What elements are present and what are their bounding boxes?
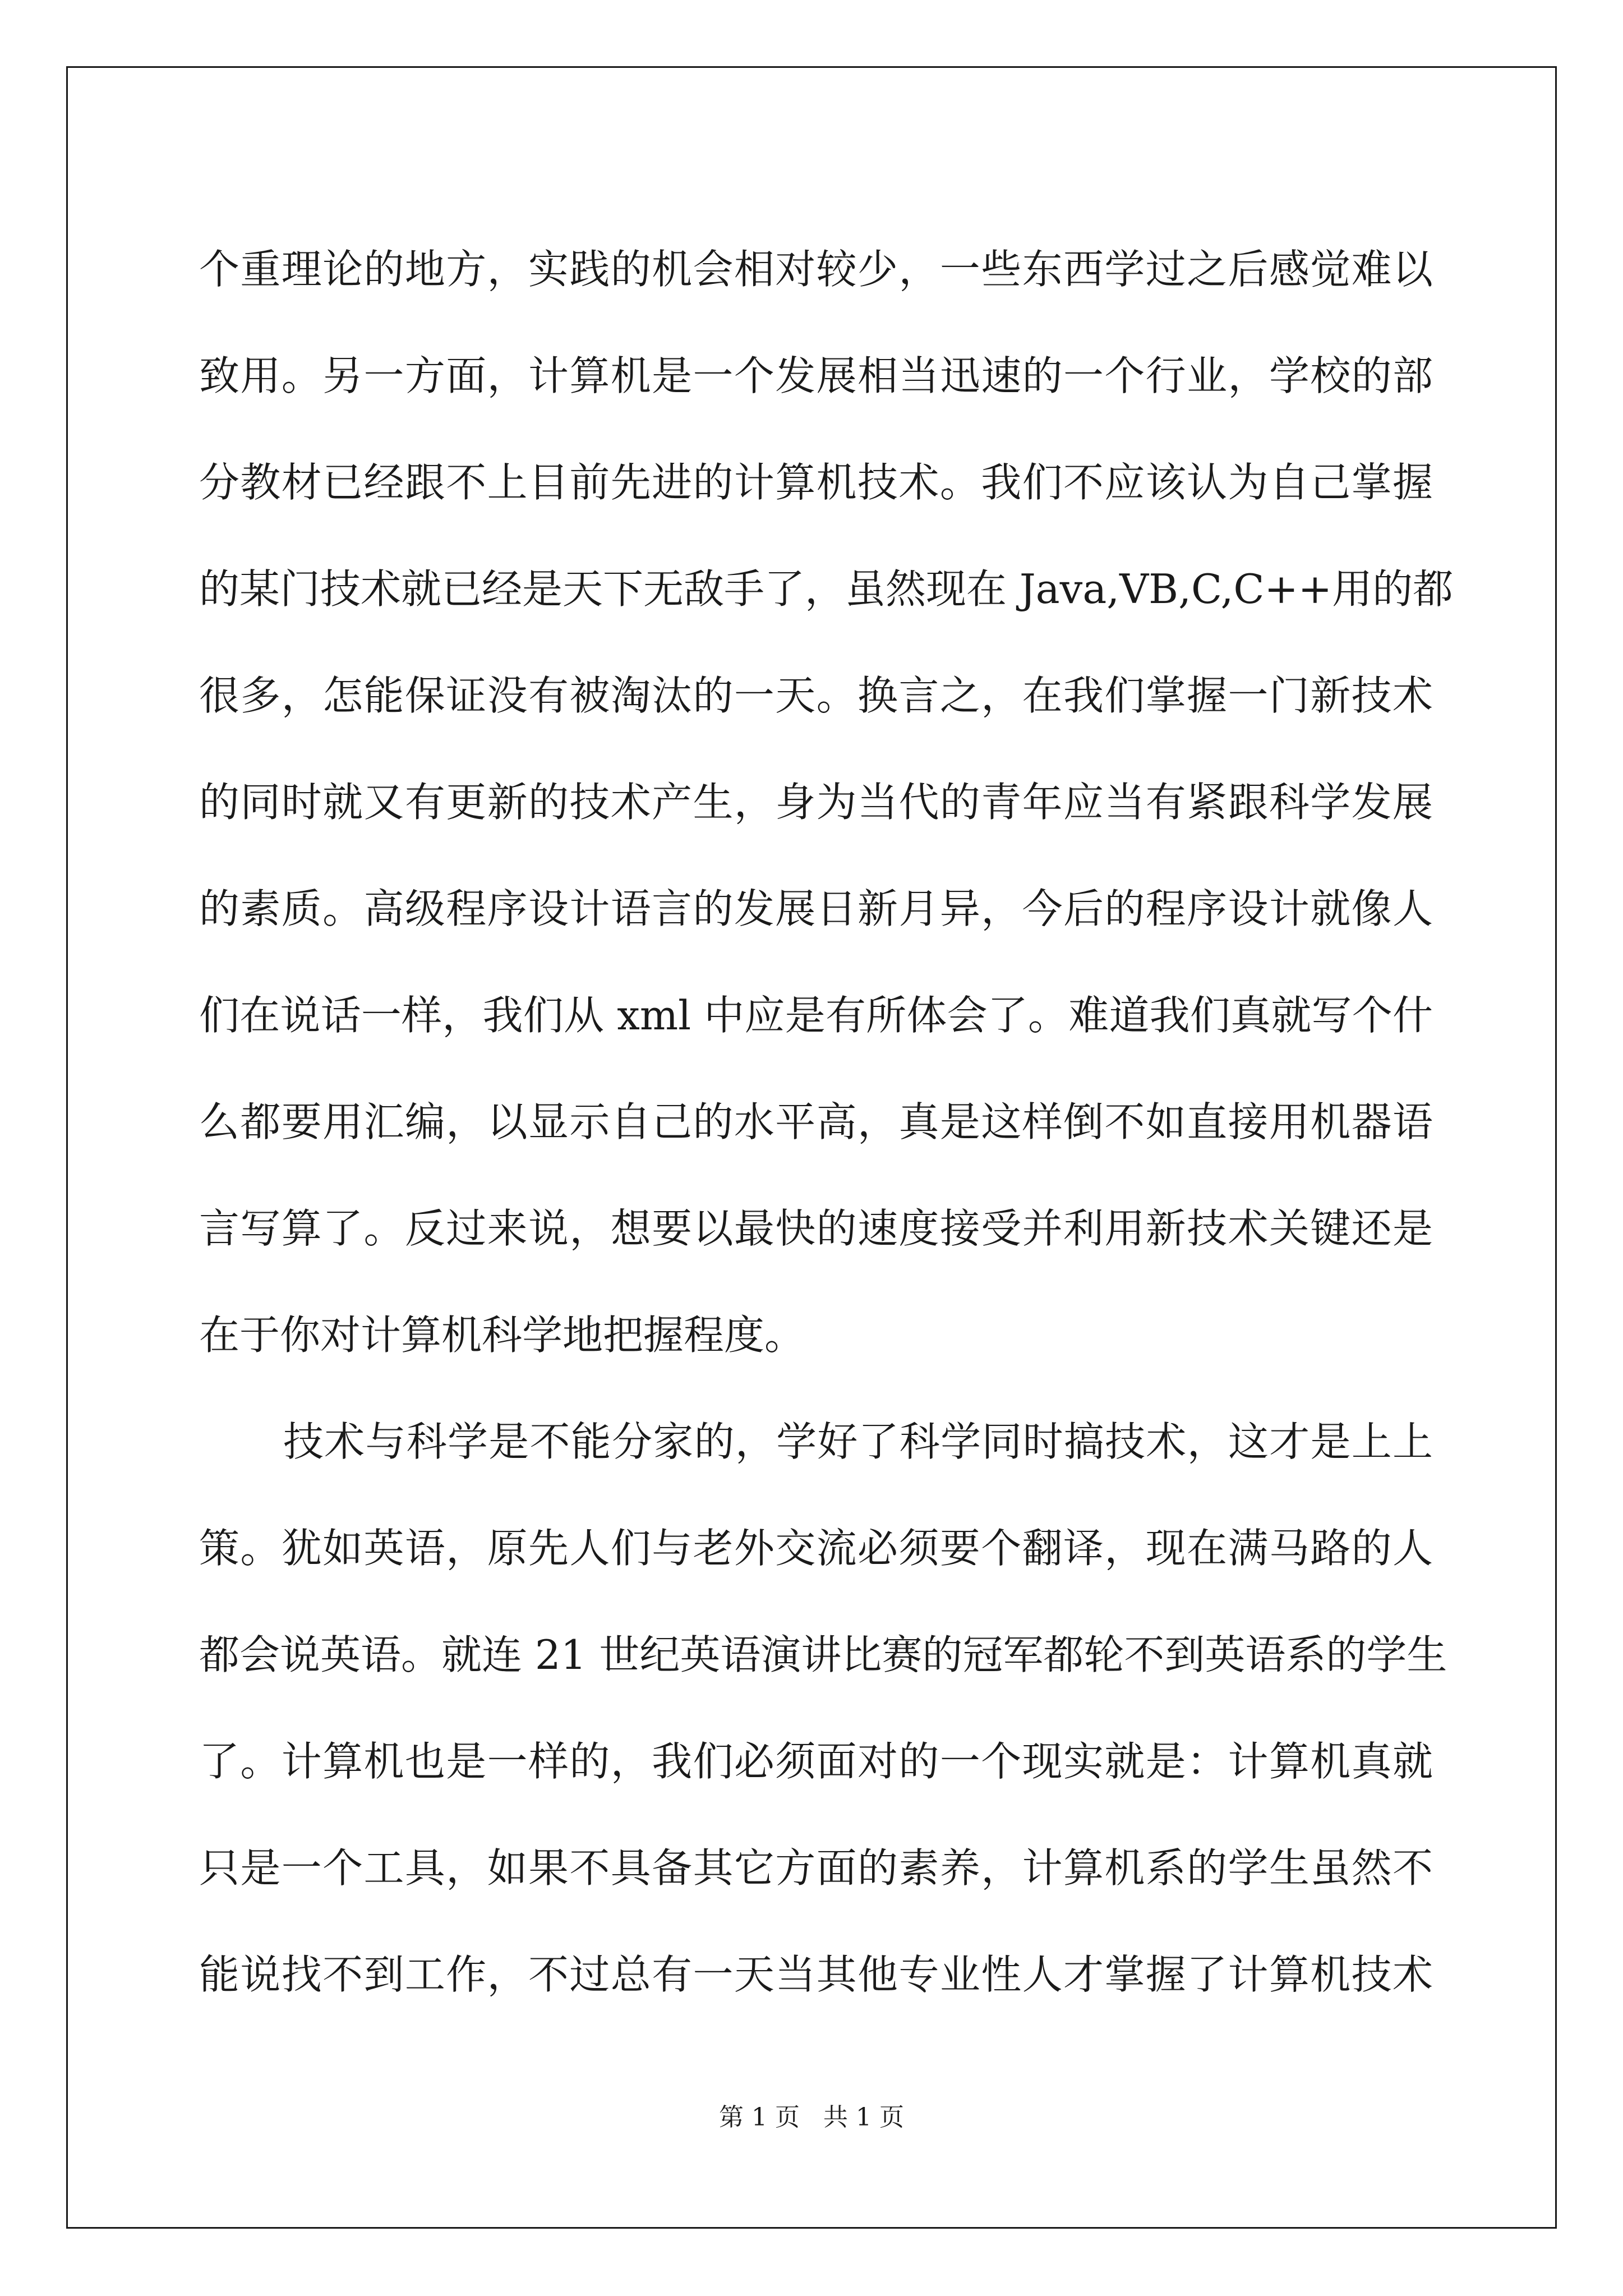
- text-line: 们在说话一样，我们从 xml 中应是有所体会了。难道我们真就写个什: [199, 992, 1433, 1039]
- page-footer: [0, 2101, 1623, 2134]
- text-line: 言写算了。反过来说，想要以最快的速度接受并利用新技术关键还是: [199, 1205, 1433, 1252]
- text-line: 分教材已经跟不上目前先进的计算机技术。我们不应该认为自己掌握: [199, 459, 1433, 506]
- text-line: 么都要用汇编，以显示自己的水平高，真是这样倒不如直接用机器语: [199, 1098, 1433, 1145]
- document-body: [199, 216, 1454, 2028]
- text-line: 的同时就又有更新的技术产生，身为当代的青年应当有紧跟科学发展: [199, 779, 1433, 826]
- text-line: 都会说英语。就连 21 世纪英语演讲比赛的冠军都轮不到英语系的学生: [199, 1631, 1447, 1678]
- text-line: 策。犹如英语，原先人们与老外交流必须要个翻译，现在满马路的人: [199, 1525, 1433, 1572]
- text-line: 能说找不到工作，不过总有一天当其他专业性人才掌握了计算机技术: [199, 1951, 1433, 1998]
- page-total: 共 1 页: [823, 2103, 904, 2132]
- page-number: 第 1 页: [719, 2103, 800, 2132]
- text-line: 的素质。高级程序设计语言的发展日新月异，今后的程序设计就像人: [199, 885, 1433, 932]
- text-line: 只是一个工具，如果不具备其它方面的素养，计算机系的学生虽然不: [199, 1844, 1433, 1892]
- paragraph-first-line: 技术与科学是不能分家的，学好了科学同时搞技术，这才是上上: [283, 1418, 1433, 1465]
- text-line: 致用。另一方面，计算机是一个发展相当迅速的一个行业，学校的部: [199, 352, 1433, 399]
- text-line: 了。计算机也是一样的，我们必须面对的一个现实就是：计算机真就: [199, 1738, 1433, 1785]
- text-line: 很多，怎能保证没有被淘汰的一天。换言之，在我们掌握一门新技术: [199, 672, 1433, 719]
- text-line: 个重理论的地方，实践的机会相对较少，一些东西学过之后感觉难以: [199, 246, 1433, 293]
- text-line: 的某门技术就已经是天下无敌手了，虽然现在 Java,VB,C,C++用的都: [199, 565, 1454, 613]
- text-line: 在于你对计算机科学地把握程度。: [199, 1312, 805, 1359]
